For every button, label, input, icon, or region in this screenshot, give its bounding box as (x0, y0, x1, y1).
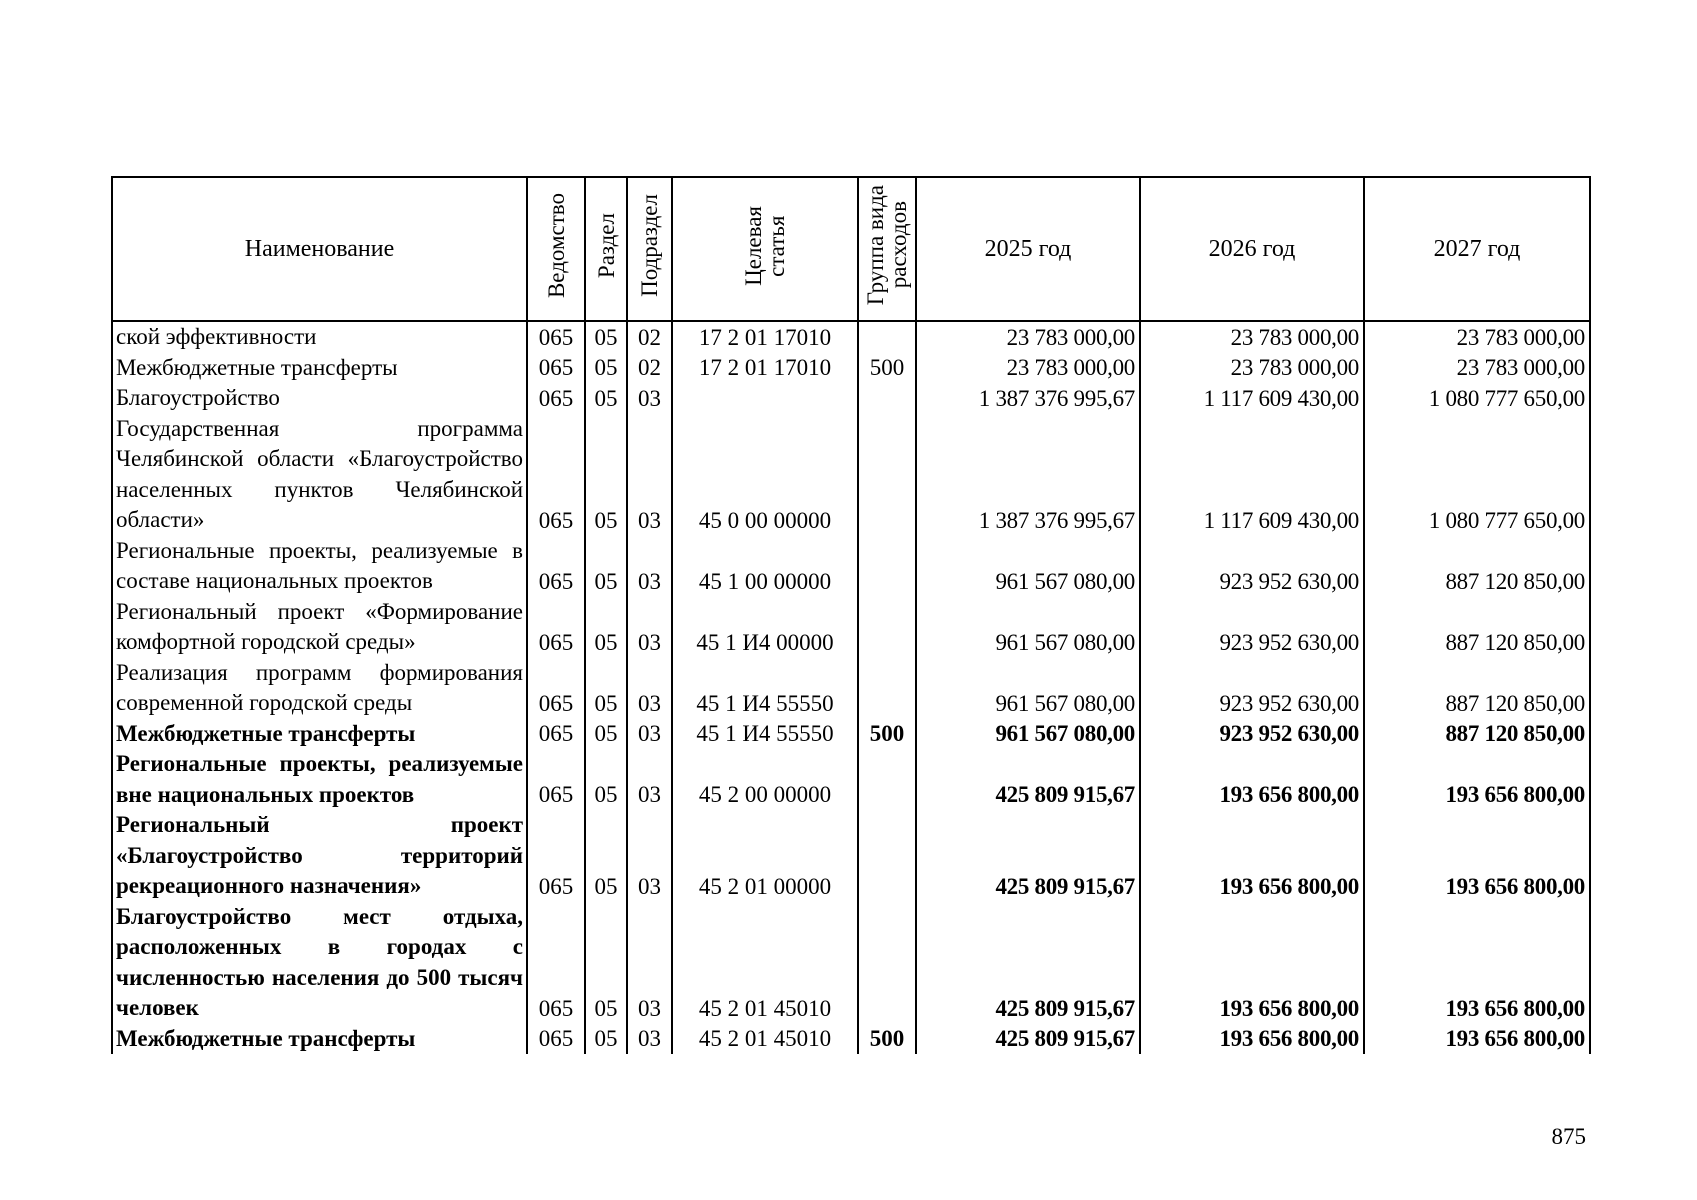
table-row (112, 536, 1590, 597)
row-value-2025: 1 387 376 995,67 (916, 414, 1140, 536)
row-value-2027: 193 656 800,00 (1364, 1024, 1590, 1055)
row-subsection: 03 (627, 749, 672, 810)
row-section: 05 (585, 383, 627, 414)
row-value-2027: 193 656 800,00 (1364, 810, 1590, 902)
header-section-label: Раздел (593, 212, 619, 279)
row-target-item: 17 2 01 17010 (672, 321, 858, 353)
row-value-2027: 193 656 800,00 (1364, 749, 1590, 810)
row-value-2025: 961 567 080,00 (916, 719, 1140, 750)
row-name: Благоустройство (112, 383, 527, 414)
row-department: 065 (527, 383, 585, 414)
row-department: 065 (527, 597, 585, 658)
row-expense-group (858, 658, 916, 719)
row-department: 065 (527, 658, 585, 719)
header-expense-group (858, 177, 916, 321)
row-value-2025: 961 567 080,00 (916, 536, 1140, 597)
row-target-item: 45 1 И4 55550 (672, 658, 858, 719)
row-target-item: 45 1 00 00000 (672, 536, 858, 597)
row-section: 05 (585, 749, 627, 810)
row-subsection: 03 (627, 536, 672, 597)
row-section: 05 (585, 597, 627, 658)
row-name: Региональные проекты, реализуемые в составе национальных проектов (112, 536, 527, 597)
row-section: 05 (585, 321, 627, 353)
row-section: 05 (585, 1024, 627, 1055)
row-name: Межбюджетные трансферты (112, 719, 527, 750)
header-department-label: Ведомство (543, 192, 569, 299)
row-value-2026: 193 656 800,00 (1140, 749, 1364, 810)
row-value-2027: 887 120 850,00 (1364, 536, 1590, 597)
row-value-2026: 923 952 630,00 (1140, 597, 1364, 658)
row-target-item: 17 2 01 17010 (672, 353, 858, 384)
row-subsection: 03 (627, 902, 672, 1024)
row-value-2027: 23 783 000,00 (1364, 353, 1590, 384)
row-target-item: 45 2 01 00000 (672, 810, 858, 902)
row-subsection: 03 (627, 597, 672, 658)
row-subsection: 03 (627, 414, 672, 536)
row-department: 065 (527, 536, 585, 597)
row-value-2025: 425 809 915,67 (916, 902, 1140, 1024)
table-row (112, 383, 1590, 414)
page-number: 875 (1551, 1124, 1586, 1149)
row-value-2027: 193 656 800,00 (1364, 902, 1590, 1024)
row-value-2027: 23 783 000,00 (1364, 321, 1590, 353)
row-value-2025: 425 809 915,67 (916, 810, 1140, 902)
row-value-2026: 193 656 800,00 (1140, 810, 1364, 902)
row-department: 065 (527, 719, 585, 750)
row-name: Благоустройство мест отдыха, расположенных в городах с численностью населения до 500 тысяч человек (112, 902, 527, 1024)
header-subsection (627, 177, 672, 321)
table-row (112, 749, 1590, 810)
row-expense-group (858, 810, 916, 902)
row-expense-group (858, 414, 916, 536)
row-subsection: 03 (627, 810, 672, 902)
header-2026: 2026 год (1140, 177, 1364, 321)
table-row (112, 353, 1590, 384)
row-value-2026: 23 783 000,00 (1140, 353, 1364, 384)
row-subsection: 02 (627, 321, 672, 353)
table-row (112, 597, 1590, 658)
row-department: 065 (527, 902, 585, 1024)
row-value-2026: 923 952 630,00 (1140, 536, 1364, 597)
row-value-2025: 425 809 915,67 (916, 1024, 1140, 1055)
header-section (585, 177, 627, 321)
row-value-2025: 425 809 915,67 (916, 749, 1140, 810)
row-section: 05 (585, 353, 627, 384)
row-expense-group (858, 321, 916, 353)
row-target-item: 45 2 01 45010 (672, 1024, 858, 1055)
header-name: Наименование (112, 177, 527, 321)
row-subsection: 03 (627, 719, 672, 750)
header-target-item (672, 177, 858, 321)
row-value-2026: 193 656 800,00 (1140, 902, 1364, 1024)
row-expense-group (858, 902, 916, 1024)
row-target-item (672, 383, 858, 414)
row-value-2027: 887 120 850,00 (1364, 658, 1590, 719)
row-name: Реализация программ формирования современной городской среды (112, 658, 527, 719)
row-value-2025: 961 567 080,00 (916, 658, 1140, 719)
row-value-2025: 1 387 376 995,67 (916, 383, 1140, 414)
row-expense-group: 500 (858, 719, 916, 750)
table-row (112, 414, 1590, 536)
row-value-2027: 887 120 850,00 (1364, 719, 1590, 750)
row-expense-group: 500 (858, 1024, 916, 1055)
budget-table (111, 176, 1591, 1054)
row-section: 05 (585, 414, 627, 536)
row-name: Межбюджетные трансферты (112, 1024, 527, 1055)
row-target-item: 45 2 01 45010 (672, 902, 858, 1024)
row-department: 065 (527, 810, 585, 902)
row-value-2026: 193 656 800,00 (1140, 1024, 1364, 1055)
row-subsection: 03 (627, 383, 672, 414)
row-section: 05 (585, 536, 627, 597)
row-value-2027: 1 080 777 650,00 (1364, 383, 1590, 414)
table-row (112, 719, 1590, 750)
row-section: 05 (585, 719, 627, 750)
row-expense-group (858, 749, 916, 810)
row-target-item: 45 2 00 00000 (672, 749, 858, 810)
row-value-2025: 961 567 080,00 (916, 597, 1140, 658)
row-name: Государственная программа Челябинской области «Благоустройство населенных пунктов Челябинской области» (112, 414, 527, 536)
row-expense-group (858, 536, 916, 597)
row-value-2026: 923 952 630,00 (1140, 658, 1364, 719)
row-section: 05 (585, 810, 627, 902)
table-row (112, 810, 1590, 902)
row-name: Межбюджетные трансферты (112, 353, 527, 384)
row-subsection: 03 (627, 658, 672, 719)
row-expense-group (858, 383, 916, 414)
row-department: 065 (527, 749, 585, 810)
row-target-item: 45 1 И4 00000 (672, 597, 858, 658)
row-value-2026: 923 952 630,00 (1140, 719, 1364, 750)
header-subsection-label: Подраздел (637, 194, 662, 297)
row-section: 05 (585, 902, 627, 1024)
table-row (112, 321, 1590, 353)
row-value-2025: 23 783 000,00 (916, 353, 1140, 384)
row-name: Региональные проекты, реализуемые вне национальных проектов (112, 749, 527, 810)
row-name: Региональный проект «Формирование комфортной городской среды» (112, 597, 527, 658)
row-name: Региональный проект «Благоустройство территорий рекреационного назначения» (112, 810, 527, 902)
row-value-2026: 1 117 609 430,00 (1140, 383, 1364, 414)
row-target-item: 45 0 00 00000 (672, 414, 858, 536)
row-value-2025: 23 783 000,00 (916, 321, 1140, 353)
table-row (112, 902, 1590, 1024)
header-expense-group-label: Группа вида расходов (863, 185, 911, 306)
row-department: 065 (527, 1024, 585, 1055)
header-department (527, 177, 585, 321)
row-value-2027: 1 080 777 650,00 (1364, 414, 1590, 536)
row-department: 065 (527, 321, 585, 353)
row-value-2027: 887 120 850,00 (1364, 597, 1590, 658)
row-value-2026: 1 117 609 430,00 (1140, 414, 1364, 536)
row-section: 05 (585, 658, 627, 719)
table-row (112, 658, 1590, 719)
row-target-item: 45 1 И4 55550 (672, 719, 858, 750)
header-2025: 2025 год (916, 177, 1140, 321)
row-value-2026: 23 783 000,00 (1140, 321, 1364, 353)
row-department: 065 (527, 414, 585, 536)
header-target-item-label: Целевая статья (741, 205, 789, 286)
header-2027: 2027 год (1364, 177, 1590, 321)
header-row (112, 177, 1590, 321)
table-row (112, 1024, 1590, 1055)
row-name: ской эффективности (112, 321, 527, 353)
row-subsection: 02 (627, 353, 672, 384)
table-body (112, 321, 1590, 1054)
row-subsection: 03 (627, 1024, 672, 1055)
row-expense-group: 500 (858, 353, 916, 384)
row-department: 065 (527, 353, 585, 384)
row-expense-group (858, 597, 916, 658)
